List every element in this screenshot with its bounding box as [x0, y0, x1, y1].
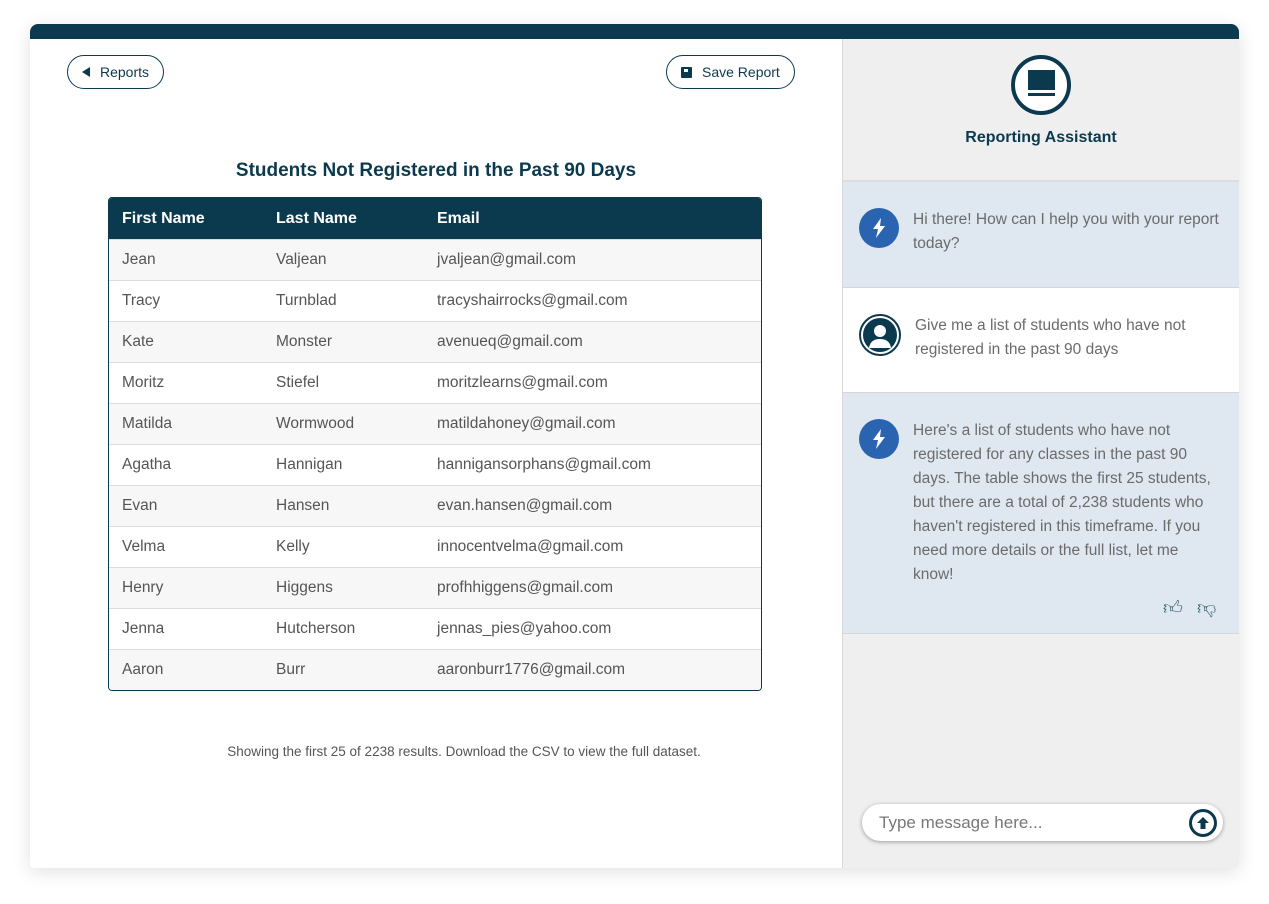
table-cell: Monster [276, 333, 332, 350]
table-cell: tracyshairrocks@gmail.com [437, 292, 628, 309]
table-cell: Stiefel [276, 374, 320, 391]
table-row [109, 649, 761, 690]
table-cell: hannigansorphans@gmail.com [437, 456, 651, 473]
table-cell: Agatha [122, 456, 172, 473]
table-cell: evan.hansen@gmail.com [437, 497, 613, 514]
table-cell: Wormwood [276, 415, 355, 432]
lightning-icon [859, 208, 899, 248]
chat-message-bot [843, 393, 1239, 634]
table-cell: avenueq@gmail.com [437, 333, 583, 350]
table-cell: Kate [122, 333, 154, 350]
table-cell: innocentvelma@gmail.com [437, 538, 624, 555]
table-row [109, 444, 761, 485]
send-arrow-icon[interactable] [1189, 809, 1217, 837]
table-row [109, 403, 761, 444]
chat-message-user [843, 288, 1239, 393]
table-cell: Jenna [122, 620, 165, 637]
table-cell: Henry [122, 579, 164, 596]
message-text: Here's a list of students who have not registered for any classes in the past 90 days. The table shows the first 25 students, but there are a total of 2,238 students who haven't registered in this timeframe. If you need more details or the full list, let me know! [913, 422, 1211, 583]
save-icon [681, 67, 692, 78]
table-cell: Hannigan [276, 456, 343, 473]
table-cell: jvaljean@gmail.com [437, 251, 576, 268]
table-cell: Evan [122, 497, 158, 514]
message-placeholder: Type message here... [879, 812, 1043, 832]
table-cell: Kelly [276, 538, 310, 555]
top-bar [30, 24, 1239, 39]
laptop-icon [1011, 55, 1071, 115]
column-header[interactable]: Email [437, 209, 480, 227]
table-cell: jennas_pies@yahoo.com [437, 620, 612, 637]
column-header[interactable]: First Name [122, 209, 205, 227]
thumbs-up-icon[interactable]: 👍︎ [1163, 598, 1183, 619]
column-header[interactable]: Last Name [276, 209, 357, 227]
message-text: Hi there! How can I help you with your report today? [913, 211, 1219, 252]
table-cell: Tracy [122, 292, 161, 309]
back-label: Reports [100, 64, 150, 80]
message-input[interactable] [862, 804, 1223, 841]
assistant-header [843, 55, 1239, 182]
save-report-button[interactable] [666, 55, 795, 89]
table-cell: matildahoney@gmail.com [437, 415, 616, 432]
report-title: Students Not Registered in the Past 90 Days [235, 160, 637, 181]
table-cell: Hansen [276, 497, 330, 514]
table-row [109, 239, 761, 280]
report-panel [30, 39, 842, 868]
app-window [30, 24, 1239, 868]
user-avatar-icon [859, 314, 901, 356]
assistant-title: Reporting Assistant [965, 129, 1117, 146]
table-cell: Turnblad [276, 292, 337, 309]
table-row [109, 567, 761, 608]
table-row [109, 280, 761, 321]
back-to-reports-button[interactable] [67, 55, 164, 89]
table-cell: Velma [122, 538, 166, 555]
table-row [109, 485, 761, 526]
table-cell: Higgens [276, 579, 333, 596]
table-header [109, 198, 761, 239]
table-cell: Matilda [122, 415, 172, 432]
table-cell: Hutcherson [276, 620, 356, 637]
save-label: Save Report [702, 64, 780, 80]
table-cell: Jean [122, 251, 156, 268]
table-cell: Aaron [122, 661, 164, 678]
table-row [109, 608, 761, 649]
thumbs-down-icon[interactable]: 👎︎ [1197, 598, 1217, 619]
message-text: Give me a list of students who have not registered in the past 90 days [915, 317, 1186, 358]
assistant-panel [842, 39, 1239, 868]
table-row [109, 526, 761, 567]
table-cell: profhhiggens@gmail.com [437, 579, 613, 596]
table-cell: Valjean [276, 251, 327, 268]
back-arrow-icon [82, 67, 90, 77]
table-row [109, 321, 761, 362]
table-cell: aaronburr1776@gmail.com [437, 661, 626, 678]
results-footnote: Showing the first 25 of 2238 results. Download the CSV to view the full dataset. [227, 744, 701, 759]
table-cell: moritzlearns@gmail.com [437, 374, 608, 391]
students-table [108, 197, 762, 691]
table-cell: Burr [276, 661, 306, 678]
lightning-icon [859, 419, 899, 459]
table-row [109, 362, 761, 403]
table-cell: Moritz [122, 374, 165, 391]
chat-message-bot [843, 182, 1239, 288]
